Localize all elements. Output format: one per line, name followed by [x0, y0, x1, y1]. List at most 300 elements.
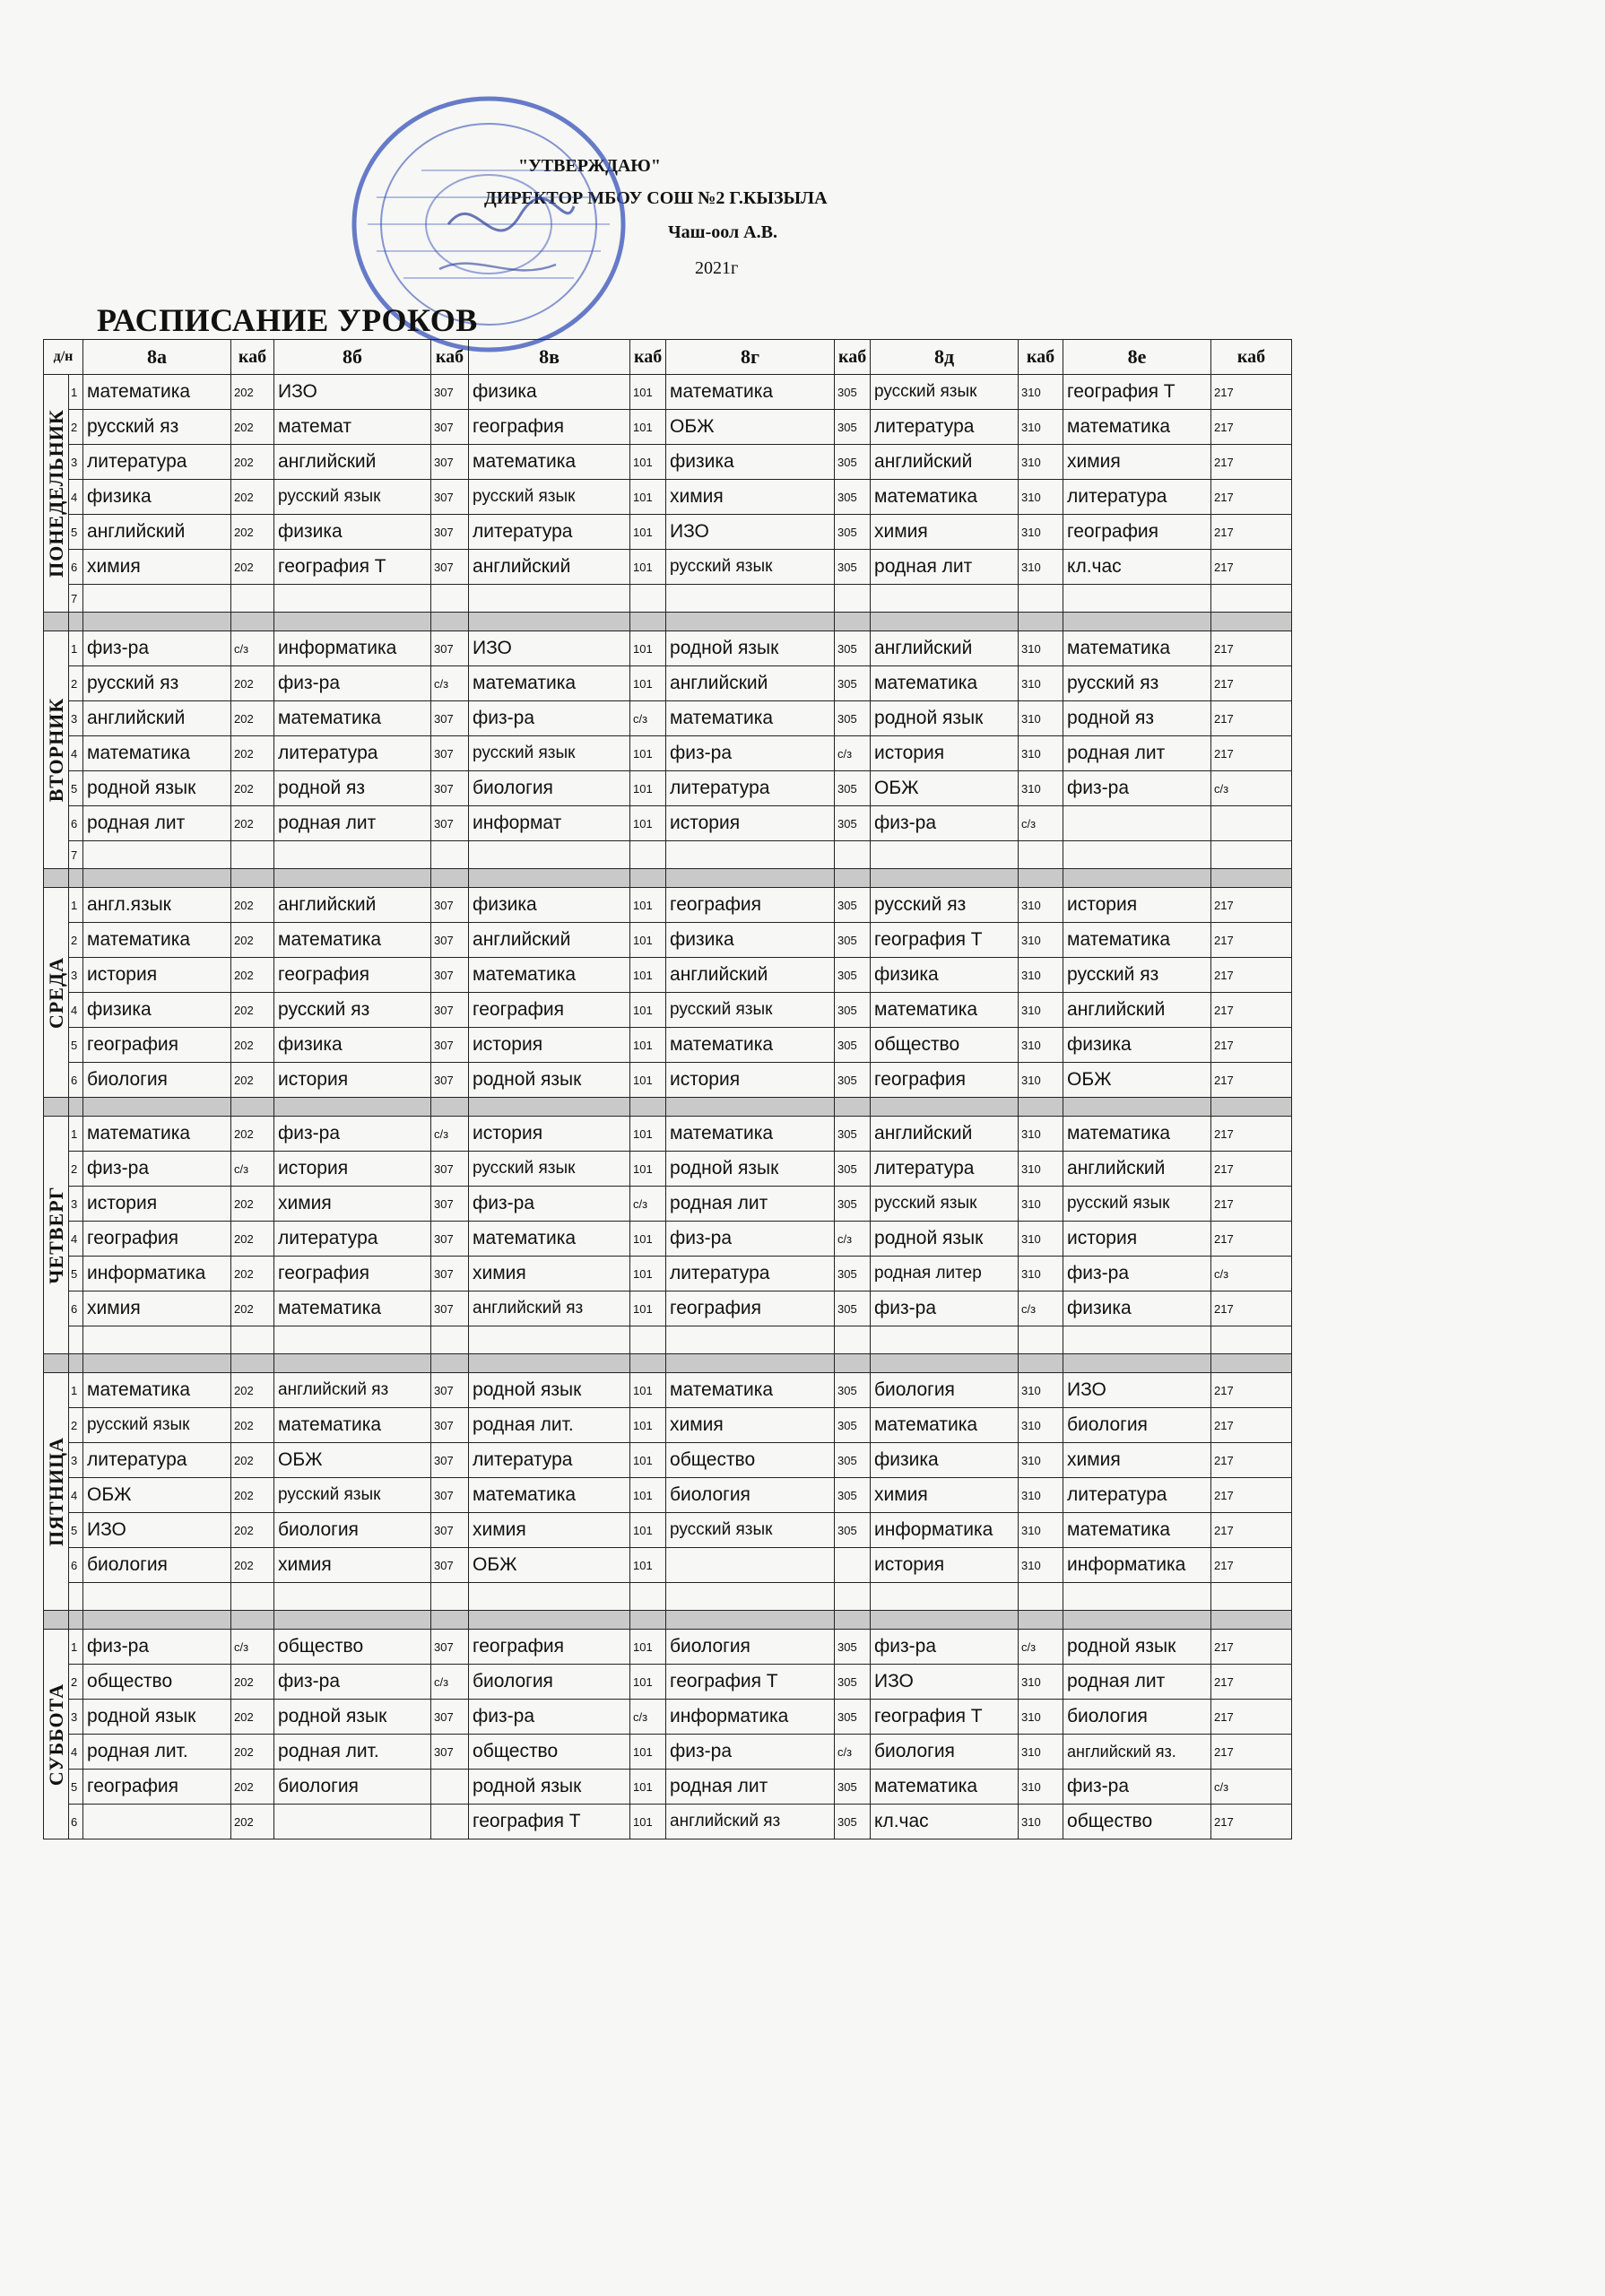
- room-cell: 305: [835, 1028, 871, 1063]
- room-cell: 307: [431, 1028, 469, 1063]
- room-cell: [431, 1770, 469, 1805]
- subject-cell: английский: [1063, 1152, 1211, 1187]
- subject-cell: химия: [871, 515, 1019, 550]
- room-cell: 305: [835, 1770, 871, 1805]
- lesson-row: [44, 1805, 1292, 1839]
- lesson-row: [44, 1583, 1292, 1611]
- subject-cell: литература: [83, 445, 231, 480]
- subject-cell: физ-ра: [469, 701, 630, 736]
- subject-cell: информатика: [1063, 1548, 1211, 1583]
- room-cell: 202: [231, 1700, 274, 1735]
- room-cell: с/з: [630, 1700, 666, 1735]
- lesson-row: [44, 631, 1292, 666]
- subject-cell: литература: [469, 1443, 630, 1478]
- room-cell: 217: [1211, 1063, 1292, 1098]
- subject-cell: литература: [83, 1443, 231, 1478]
- lesson-row: [44, 1063, 1292, 1098]
- subject-cell: родной язык: [469, 1063, 630, 1098]
- subject-cell: литература: [274, 736, 431, 771]
- room-cell: 310: [1019, 1548, 1063, 1583]
- day-name: СРЕДА: [44, 956, 67, 1029]
- subject-cell: [1063, 1583, 1211, 1611]
- subject-cell: физ-ра: [1063, 771, 1211, 806]
- subject-cell: география: [666, 1292, 835, 1326]
- subject-cell: география: [666, 888, 835, 923]
- lesson-row: [44, 1152, 1292, 1187]
- room-cell: с/з: [835, 736, 871, 771]
- subject-cell: [1063, 585, 1211, 613]
- subject-cell: география Т: [1063, 375, 1211, 410]
- subject-cell: физ-ра: [871, 1630, 1019, 1665]
- room-cell: 307: [431, 958, 469, 993]
- subject-cell: [871, 1326, 1019, 1354]
- schedule-body: [44, 375, 1292, 1839]
- room-cell: с/з: [231, 1152, 274, 1187]
- subject-cell: ИЗО: [871, 1665, 1019, 1700]
- day-name: ПЯТНИЦА: [44, 1437, 67, 1546]
- subject-cell: биология: [83, 1548, 231, 1583]
- subject-cell: физика: [871, 958, 1019, 993]
- subject-cell: родной язык: [83, 771, 231, 806]
- day-separator: [44, 613, 1292, 631]
- room-cell: 307: [431, 1373, 469, 1408]
- room-cell: 101: [630, 1630, 666, 1665]
- room-cell: 305: [835, 1187, 871, 1222]
- lesson-number: 6: [69, 1292, 83, 1326]
- subject-cell: география Т: [469, 1805, 630, 1839]
- room-cell: 310: [1019, 888, 1063, 923]
- room-cell: [231, 1583, 274, 1611]
- subject-cell: география Т: [871, 923, 1019, 958]
- subject-cell: география: [274, 958, 431, 993]
- room-cell: 310: [1019, 515, 1063, 550]
- header-class: 8а: [83, 340, 231, 375]
- subject-cell: английский: [83, 515, 231, 550]
- subject-cell: математика: [666, 1373, 835, 1408]
- room-cell: 305: [835, 410, 871, 445]
- room-cell: 217: [1211, 1117, 1292, 1152]
- subject-cell: [83, 585, 231, 613]
- room-cell: 310: [1019, 1665, 1063, 1700]
- room-cell: [835, 1326, 871, 1354]
- lesson-number: 3: [69, 958, 83, 993]
- subject-cell: география: [469, 1630, 630, 1665]
- subject-cell: история: [469, 1117, 630, 1152]
- room-cell: 217: [1211, 1373, 1292, 1408]
- room-cell: 217: [1211, 410, 1292, 445]
- room-cell: [231, 841, 274, 869]
- room-cell: 101: [630, 480, 666, 515]
- day-label: [44, 375, 69, 613]
- room-cell: 307: [431, 736, 469, 771]
- subject-cell: ИЗО: [83, 1513, 231, 1548]
- subject-cell: русский язык: [469, 736, 630, 771]
- subject-cell: биология: [469, 771, 630, 806]
- subject-cell: общество: [274, 1630, 431, 1665]
- lesson-row: [44, 1117, 1292, 1152]
- header-class: 8е: [1063, 340, 1211, 375]
- subject-cell: математика: [1063, 923, 1211, 958]
- room-cell: 305: [835, 701, 871, 736]
- header-class: 8г: [666, 340, 835, 375]
- subject-cell: математика: [83, 1117, 231, 1152]
- room-cell: 202: [231, 1257, 274, 1292]
- subject-cell: математика: [469, 445, 630, 480]
- room-cell: 101: [630, 666, 666, 701]
- lesson-row: [44, 445, 1292, 480]
- lesson-number: 2: [69, 410, 83, 445]
- room-cell: 202: [231, 1513, 274, 1548]
- room-cell: [231, 1326, 274, 1354]
- room-cell: 217: [1211, 1513, 1292, 1548]
- room-cell: 101: [630, 1408, 666, 1443]
- room-cell: 202: [231, 445, 274, 480]
- subject-cell: литература: [274, 1222, 431, 1257]
- lesson-number: 6: [69, 806, 83, 841]
- day-separator: [44, 869, 1292, 888]
- subject-cell: русский язык: [83, 1408, 231, 1443]
- subject-cell: ОБЖ: [666, 410, 835, 445]
- room-cell: 310: [1019, 993, 1063, 1028]
- subject-cell: английский: [469, 923, 630, 958]
- lesson-row: [44, 888, 1292, 923]
- subject-cell: химия: [666, 1408, 835, 1443]
- header-day: д/н: [44, 340, 83, 375]
- room-cell: с/з: [630, 701, 666, 736]
- room-cell: [1211, 841, 1292, 869]
- day-name: СУББОТА: [44, 1683, 67, 1786]
- room-cell: 101: [630, 736, 666, 771]
- room-cell: 305: [835, 445, 871, 480]
- lesson-number: 7: [69, 585, 83, 613]
- subject-cell: биология: [666, 1478, 835, 1513]
- subject-cell: английский: [871, 1117, 1019, 1152]
- lesson-row: [44, 1028, 1292, 1063]
- room-cell: с/з: [1019, 1630, 1063, 1665]
- lesson-row: [44, 1222, 1292, 1257]
- room-cell: 307: [431, 445, 469, 480]
- subject-cell: ОБЖ: [274, 1443, 431, 1478]
- room-cell: [1019, 1583, 1063, 1611]
- room-cell: 202: [231, 550, 274, 585]
- room-cell: 307: [431, 375, 469, 410]
- subject-cell: химия: [83, 1292, 231, 1326]
- lesson-row: [44, 1443, 1292, 1478]
- room-cell: 305: [835, 666, 871, 701]
- subject-cell: русский яз: [1063, 666, 1211, 701]
- subject-cell: родная лит: [274, 806, 431, 841]
- subject-cell: [666, 1326, 835, 1354]
- lesson-row: [44, 1478, 1292, 1513]
- room-cell: 101: [630, 375, 666, 410]
- subject-cell: география: [469, 993, 630, 1028]
- room-cell: 307: [431, 550, 469, 585]
- lesson-row: [44, 1630, 1292, 1665]
- room-cell: 217: [1211, 1028, 1292, 1063]
- room-cell: 310: [1019, 1152, 1063, 1187]
- header-row: [44, 340, 1292, 375]
- subject-cell: литература: [871, 410, 1019, 445]
- subject-cell: физ-ра: [1063, 1257, 1211, 1292]
- room-cell: 307: [431, 1408, 469, 1443]
- room-cell: 307: [431, 1700, 469, 1735]
- subject-cell: литература: [1063, 480, 1211, 515]
- lesson-number: 6: [69, 1805, 83, 1839]
- room-cell: 202: [231, 515, 274, 550]
- subject-cell: [83, 1326, 231, 1354]
- room-cell: 305: [835, 1063, 871, 1098]
- room-cell: с/з: [835, 1222, 871, 1257]
- lesson-row: [44, 666, 1292, 701]
- subject-cell: математика: [1063, 410, 1211, 445]
- subject-cell: [871, 841, 1019, 869]
- header-class: 8д: [871, 340, 1019, 375]
- room-cell: [1211, 585, 1292, 613]
- lesson-row: [44, 1700, 1292, 1735]
- room-cell: 101: [630, 1028, 666, 1063]
- subject-cell: английский: [1063, 993, 1211, 1028]
- room-cell: 307: [431, 1548, 469, 1583]
- room-cell: 202: [231, 1770, 274, 1805]
- subject-cell: математика: [1063, 631, 1211, 666]
- room-cell: с/з: [431, 1117, 469, 1152]
- lesson-number: 6: [69, 1063, 83, 1098]
- room-cell: 101: [630, 1117, 666, 1152]
- lesson-row: [44, 515, 1292, 550]
- lesson-number: 4: [69, 1735, 83, 1770]
- lesson-row: [44, 550, 1292, 585]
- lesson-row: [44, 585, 1292, 613]
- subject-cell: химия: [469, 1257, 630, 1292]
- subject-cell: физ-ра: [83, 1630, 231, 1665]
- lesson-number: 1: [69, 631, 83, 666]
- subject-cell: математика: [1063, 1117, 1211, 1152]
- subject-cell: родной язык: [274, 1700, 431, 1735]
- lesson-number: 5: [69, 1257, 83, 1292]
- lesson-number: 1: [69, 1117, 83, 1152]
- lesson-number: 1: [69, 1630, 83, 1665]
- subject-cell: родная лит.: [83, 1735, 231, 1770]
- room-cell: 305: [835, 1117, 871, 1152]
- room-cell: 310: [1019, 1700, 1063, 1735]
- subject-cell: [666, 1583, 835, 1611]
- room-cell: 307: [431, 806, 469, 841]
- subject-cell: общество: [83, 1665, 231, 1700]
- subject-cell: история: [666, 1063, 835, 1098]
- subject-cell: родная лит: [666, 1187, 835, 1222]
- subject-cell: русский язык: [469, 1152, 630, 1187]
- room-cell: 217: [1211, 445, 1292, 480]
- page-title: РАСПИСАНИЕ УРОКОВ: [97, 302, 478, 338]
- subject-cell: математика: [83, 736, 231, 771]
- subject-cell: физ-ра: [871, 1292, 1019, 1326]
- lesson-row: [44, 958, 1292, 993]
- day-label: [44, 1630, 69, 1839]
- subject-cell: [871, 1583, 1019, 1611]
- room-cell: 305: [835, 1152, 871, 1187]
- subject-cell: общество: [469, 1735, 630, 1770]
- room-cell: с/з: [630, 1187, 666, 1222]
- room-cell: [431, 1805, 469, 1839]
- subject-cell: биология: [871, 1373, 1019, 1408]
- subject-cell: математика: [83, 375, 231, 410]
- room-cell: с/з: [1211, 1770, 1292, 1805]
- lesson-row: [44, 375, 1292, 410]
- subject-cell: физика: [469, 375, 630, 410]
- subject-cell: русский яз: [83, 410, 231, 445]
- subject-cell: ОБЖ: [1063, 1063, 1211, 1098]
- room-cell: 202: [231, 1478, 274, 1513]
- room-cell: 101: [630, 1513, 666, 1548]
- room-cell: 202: [231, 771, 274, 806]
- lesson-number: [69, 1326, 83, 1354]
- subject-cell: англ.язык: [83, 888, 231, 923]
- room-cell: 101: [630, 1222, 666, 1257]
- subject-cell: физ-ра: [83, 631, 231, 666]
- room-cell: 305: [835, 1700, 871, 1735]
- room-cell: 202: [231, 1292, 274, 1326]
- lesson-row: [44, 841, 1292, 869]
- subject-cell: русский язык: [469, 480, 630, 515]
- room-cell: 217: [1211, 1630, 1292, 1665]
- room-cell: 217: [1211, 1408, 1292, 1443]
- room-cell: 202: [231, 375, 274, 410]
- room-cell: [431, 1326, 469, 1354]
- room-cell: 101: [630, 1478, 666, 1513]
- lesson-row: [44, 410, 1292, 445]
- subject-cell: математика: [666, 1117, 835, 1152]
- subject-cell: история: [83, 958, 231, 993]
- subject-cell: английский: [469, 550, 630, 585]
- room-cell: с/з: [431, 666, 469, 701]
- room-cell: 310: [1019, 958, 1063, 993]
- room-cell: 310: [1019, 550, 1063, 585]
- room-cell: 305: [835, 1478, 871, 1513]
- room-cell: 217: [1211, 1700, 1292, 1735]
- subject-cell: математика: [871, 993, 1019, 1028]
- subject-cell: физ-ра: [469, 1700, 630, 1735]
- subject-cell: физ-ра: [83, 1152, 231, 1187]
- subject-cell: английский яз: [469, 1292, 630, 1326]
- subject-cell: родная лит: [1063, 736, 1211, 771]
- lesson-row: [44, 1257, 1292, 1292]
- room-cell: 310: [1019, 771, 1063, 806]
- lesson-number: 2: [69, 923, 83, 958]
- lesson-number: 2: [69, 666, 83, 701]
- room-cell: 310: [1019, 666, 1063, 701]
- lesson-number: 4: [69, 993, 83, 1028]
- subject-cell: английский: [666, 666, 835, 701]
- room-cell: 202: [231, 1548, 274, 1583]
- subject-cell: русский язык: [274, 1478, 431, 1513]
- subject-cell: [274, 585, 431, 613]
- subject-cell: родная лит: [1063, 1665, 1211, 1700]
- subject-cell: ИЗО: [1063, 1373, 1211, 1408]
- subject-cell: родной яз: [1063, 701, 1211, 736]
- room-cell: 310: [1019, 1028, 1063, 1063]
- room-cell: 307: [431, 1063, 469, 1098]
- header-room: каб: [1211, 340, 1292, 375]
- room-cell: 305: [835, 515, 871, 550]
- subject-cell: английский: [274, 888, 431, 923]
- subject-cell: родная лит: [871, 550, 1019, 585]
- room-cell: 305: [835, 480, 871, 515]
- lesson-number: [69, 1583, 83, 1611]
- subject-cell: русский яз: [871, 888, 1019, 923]
- room-cell: 305: [835, 1257, 871, 1292]
- room-cell: 310: [1019, 1408, 1063, 1443]
- room-cell: 307: [431, 771, 469, 806]
- subject-cell: математика: [666, 1028, 835, 1063]
- lesson-number: 1: [69, 888, 83, 923]
- subject-cell: литература: [666, 771, 835, 806]
- room-cell: 307: [431, 480, 469, 515]
- subject-cell: родной язык: [666, 1152, 835, 1187]
- subject-cell: математика: [274, 1292, 431, 1326]
- room-cell: 101: [630, 1443, 666, 1478]
- subject-cell: математика: [469, 666, 630, 701]
- room-cell: 101: [630, 1805, 666, 1839]
- subject-cell: русский язык: [666, 1513, 835, 1548]
- lesson-number: 4: [69, 1222, 83, 1257]
- subject-cell: родной язык: [469, 1770, 630, 1805]
- subject-cell: химия: [469, 1513, 630, 1548]
- room-cell: 305: [835, 375, 871, 410]
- room-cell: с/з: [431, 1665, 469, 1700]
- subject-cell: география: [83, 1028, 231, 1063]
- room-cell: 310: [1019, 410, 1063, 445]
- header-room: каб: [835, 340, 871, 375]
- lesson-row: [44, 1513, 1292, 1548]
- subject-cell: химия: [666, 480, 835, 515]
- room-cell: 307: [431, 1735, 469, 1770]
- room-cell: 202: [231, 410, 274, 445]
- room-cell: 310: [1019, 701, 1063, 736]
- room-cell: 101: [630, 958, 666, 993]
- room-cell: 202: [231, 1735, 274, 1770]
- schedule-table: [43, 339, 1292, 1839]
- subject-cell: [469, 585, 630, 613]
- subject-cell: ИЗО: [274, 375, 431, 410]
- subject-cell: физ-ра: [1063, 1770, 1211, 1805]
- room-cell: [1211, 1583, 1292, 1611]
- room-cell: 217: [1211, 1478, 1292, 1513]
- day-label: [44, 888, 69, 1098]
- subject-cell: [83, 841, 231, 869]
- subject-cell: физ-ра: [666, 1222, 835, 1257]
- subject-cell: ОБЖ: [871, 771, 1019, 806]
- room-cell: с/з: [1211, 771, 1292, 806]
- subject-cell: физика: [274, 1028, 431, 1063]
- lesson-row: [44, 480, 1292, 515]
- subject-cell: математика: [469, 1222, 630, 1257]
- subject-cell: география Т: [871, 1700, 1019, 1735]
- header-room: каб: [431, 340, 469, 375]
- room-cell: 202: [231, 1665, 274, 1700]
- room-cell: 217: [1211, 701, 1292, 736]
- subject-cell: история: [1063, 1222, 1211, 1257]
- subject-cell: информат: [469, 806, 630, 841]
- room-cell: 307: [431, 1478, 469, 1513]
- subject-cell: [871, 585, 1019, 613]
- room-cell: 202: [231, 1028, 274, 1063]
- day-label: [44, 1373, 69, 1611]
- room-cell: 101: [630, 1152, 666, 1187]
- subject-cell: физика: [1063, 1028, 1211, 1063]
- room-cell: 101: [630, 1257, 666, 1292]
- room-cell: 101: [630, 888, 666, 923]
- header-room: каб: [231, 340, 274, 375]
